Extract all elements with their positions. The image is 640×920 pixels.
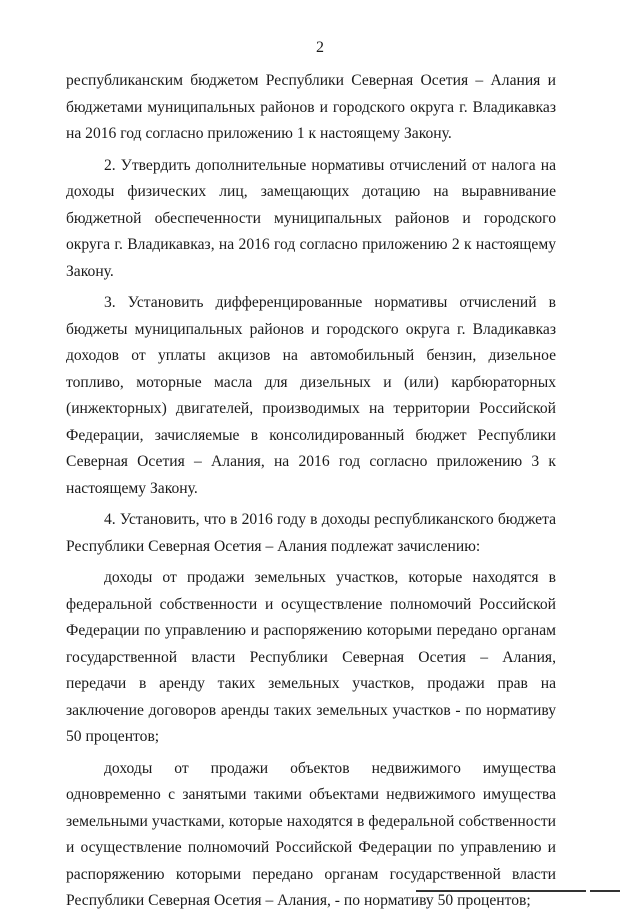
paragraph-item-4: 4. Установить, что в 2016 году в доходы республиканского бюджета Республики Северная Осетия – Алания подлежат зачислению: xyxy=(66,511,556,555)
paragraph-property-sale-income: доходы от продажи объектов недвижимого имущества одновременно с занятыми такими объектами недвижимого имущества земельными участками, которые находятся в федеральной собственности и осуществление полномочий Российской Федерации по управлению и распоряжению которыми передано органам государственной власти Республики Северная Осетия – Алания, - по нормативу 50 процентов; xyxy=(66,759,556,909)
footer-divider xyxy=(416,890,586,892)
document-body xyxy=(66,68,556,920)
paragraph-land-sale-income: доходы от продажи земельных участков, которые находятся в федеральной собственности и осуществление полномочий Российской Федерации по управлению и распоряжению которыми передано органам государственной власти Республики Северная Осетия – Алания, передачи в аренду таких земельных участков, продажи прав на заключение договоров аренды таких земельных участков - по нормативу 50 процентов; xyxy=(66,569,556,745)
paragraph-continuation: республиканским бюджетом Республики Северная Осетия – Алания и бюджетами муниципальных районов и городского округа г. Владикавказ на 2016 год согласно приложению 1 к настоящему Закону. xyxy=(66,72,556,142)
paragraph-item-2: 2. Утвердить дополнительные нормативы отчислений от налога на доходы физических лиц, замещающих дотацию на выравнивание бюджетной обеспеченности муниципальных районов и городского округа г. Владикавказ, на 2016 год согласно приложению 2 к настоящему Закону. xyxy=(66,156,556,280)
footer-divider-short xyxy=(590,890,620,892)
paragraph-item-3: 3. Установить дифференцированные нормативы отчислений в бюджеты муниципальных районов и городского округа г. Владикавказ доходов от уплаты акцизов на автомобильный бензин, дизельное топливо, моторные масла для дизельных и (или) карбюраторных (инжекторных) двигателей, производимых на территории Российской Федерации, зачисляемые в консолидированный бюджет Республики Северная Осетия – Алания, на 2016 год согласно приложению 3 к настоящему Закону. xyxy=(66,294,556,497)
page-number: 2 xyxy=(316,39,324,56)
